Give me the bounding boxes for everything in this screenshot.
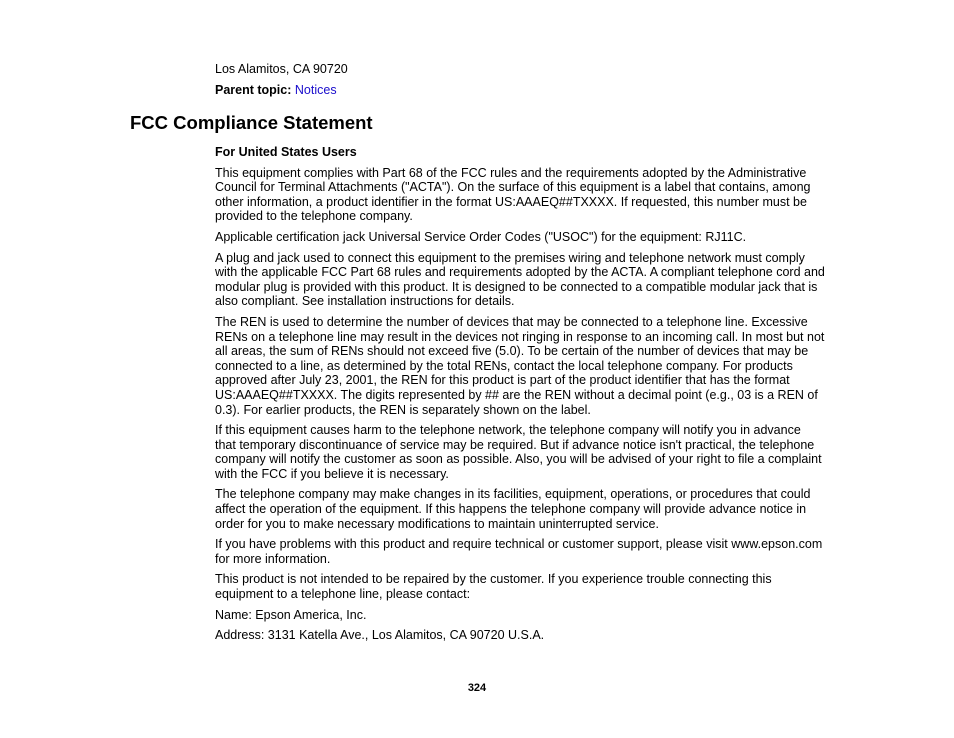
address-line: Los Alamitos, CA 90720: [215, 62, 348, 76]
paragraph: Name: Epson America, Inc.: [215, 607, 367, 622]
parent-topic-label: Parent topic:: [215, 83, 292, 97]
paragraph: Address: 3131 Katella Ave., Los Alamitos, CA 90720 U.S.A.: [215, 628, 545, 643]
paragraph: This equipment complies with Part 68 of the FCC rules and the requirements adopted by the Administrative Council for Terminal Attachments ("ACTA"). On the surface of this equipment is a label that contains, among other information, a product identifier in the format US:AAAEQ##TXXXX. If requested, this number must be provided to the telephone company.: [215, 165, 811, 224]
section-content: [215, 145, 825, 649]
parent-topic-link[interactable]: Notices: [294, 83, 337, 97]
paragraph: Applicable certification jack Universal Service Order Codes ("USOC") for the equipment: RJ11C.: [215, 229, 747, 244]
parent-topic: [215, 83, 825, 98]
paragraph: A plug and jack used to connect this equipment to the premises wiring and telephone network must comply with the applicable FCC Part 68 rules and requirements adopted by the ACTA. A compliant telephone cord and modular plug is provided with this product. It is designed to be connected to a compatible modular jack that is also compliant. See installation instructions for details.: [215, 250, 825, 309]
page-number: 324: [467, 682, 487, 694]
paragraph: This product is not intended to be repaired by the customer. If you experience trouble connecting this equipment to a telephone line, please contact:: [215, 572, 772, 602]
paragraph: If you have problems with this product and require technical or customer support, please visit www.epson.com for more information.: [215, 537, 823, 566]
paragraph: If this equipment causes harm to the telephone network, the telephone company will notify you in advance that temporary discontinuance of service may be required. But if advance notice isn't practical, the telephone company will notify the customer as soon as possible. Also, you will be advised of your right to file a complaint with the FCC if you believe it is necessary.: [215, 423, 822, 481]
paragraph: The REN is used to determine the number of devices that may be connected to a telephone line. Excessive RENs on a telephone line may result in the devices not ringing in response to an incoming call. In most but not all areas, the sum of RENs should not exceed five (5.0). To be certain of the number of devices that may be connected to a line, as determined by the total RENs, contact the local telephone company. For products approved after July 23, 2001, the REN for this product is part of the product identifier that has the format US:AAAEQ##TXXXX. The digits represented by ## are the REN without a decimal point (e.g., 03 is a REN of 0.3). For earlier products, the REN is separately shown on the label.: [215, 314, 825, 417]
paragraph: The telephone company may make changes in its facilities, equipment, operations, or procedures that could affect the operation of the equipment. If this happens the telephone company will provide advance notice in order for you to make necessary modifications to maintain uninterrupted service.: [215, 487, 811, 531]
subheading: For United States Users: [215, 145, 357, 159]
section-title: FCC Compliance Statement: [130, 112, 373, 133]
